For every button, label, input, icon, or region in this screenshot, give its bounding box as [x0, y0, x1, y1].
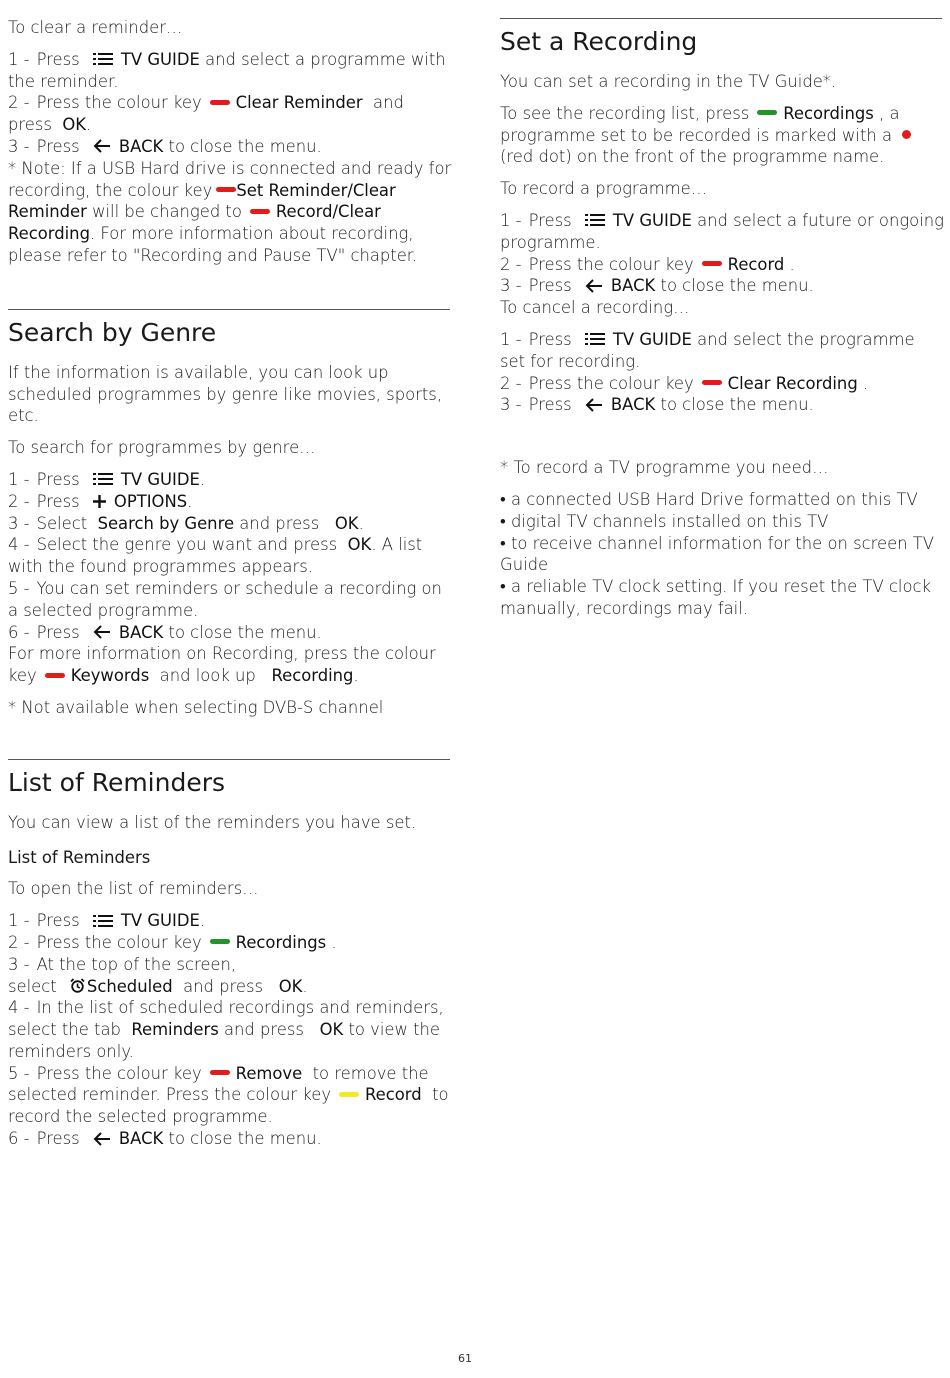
back-arrow-icon: [585, 398, 603, 412]
genre-intro: If the information is available, you can look up scheduled programmes by genre like movies, sports, etc.: [8, 362, 443, 426]
step: 5 - Press the colour key Remove to remove the selected reminder. Press the colour key Record to record the selected programme.: [8, 1063, 449, 1127]
cancel-lead: To cancel a recording…: [500, 298, 690, 318]
back-arrow-icon: [93, 139, 111, 153]
alarm-clock-icon: [70, 978, 85, 993]
red-key-icon: [45, 673, 65, 678]
reminders-subhead: List of Reminders: [8, 847, 151, 867]
step: 1 - Press TV GUIDE and select a future or ongoing programme.: [500, 210, 944, 252]
tv-guide-icon: [585, 332, 605, 346]
section-title: List of Reminders: [8, 767, 226, 797]
red-key-icon: [210, 100, 230, 105]
options-plus-icon: [93, 495, 106, 508]
step: 2 - Press the colour key Recordings .: [8, 932, 337, 952]
step: 4 - In the list of scheduled recordings and reminders, select the tab Reminders and press OK to view the reminders only.: [8, 998, 444, 1061]
recording-list-info: To see the recording list, press Recordings , a programme set to be recorded is marked with a(red dot) on the front of the programme name.: [500, 103, 944, 168]
search-by-genre-section: [8, 318, 452, 719]
page-number: 61: [458, 1352, 472, 1365]
right-column: [500, 0, 944, 620]
list-of-reminders-section: [8, 768, 452, 1150]
red-key-icon: [210, 1070, 230, 1075]
back-arrow-icon: [585, 279, 603, 293]
step: 1 - Press TV GUIDE and select the programme set for recording.: [500, 329, 915, 371]
step: 3 - Press BACK to close the menu.: [500, 276, 814, 296]
section-divider: [8, 309, 450, 310]
section-title: Search by Genre: [8, 317, 217, 347]
step: 4 - Select the genre you want and press OK. A list with the found programmes appears.: [8, 535, 423, 577]
section-divider: [500, 18, 942, 19]
tv-guide-icon: [93, 914, 113, 928]
genre-footnote: * Not available when selecting DVB-S channel: [8, 697, 384, 717]
left-column: [8, 0, 452, 1150]
back-arrow-icon: [93, 1132, 111, 1146]
clear-reminder-lead: To clear a reminder…: [8, 18, 183, 37]
step: 2 - Press the colour key Record .: [500, 254, 795, 274]
step: 1 - Press TV GUIDE and select a programme with the reminder.: [8, 49, 446, 91]
step: 6 - Press BACK to close the menu.: [8, 622, 322, 642]
red-key-icon: [702, 380, 722, 385]
green-key-icon: [757, 110, 777, 115]
red-key-icon: [702, 261, 722, 266]
section-title: Set a Recording: [500, 27, 698, 56]
yellow-key-icon: [339, 1092, 359, 1097]
record-lead: To record a programme…: [500, 179, 708, 199]
genre-lead: To search for programmes by genre…: [8, 438, 316, 458]
tv-guide-icon: [93, 52, 113, 66]
step: 1 - Press TV GUIDE.: [8, 469, 206, 489]
recording-intro: You can set a recording in the TV Guide*.: [500, 72, 837, 91]
step: 3 - Select Search by Genre and press OK.: [8, 513, 364, 533]
step: 2 - Press the colour key Clear Reminder and press OK.: [8, 93, 404, 135]
requirement-item: • a reliable TV clock setting. If you reset the TV clock manually, recordings may fail.: [500, 577, 931, 618]
set-a-recording-section: [500, 27, 944, 620]
red-dot-icon: [902, 130, 911, 139]
step: 1 - Press TV GUIDE.: [8, 911, 206, 931]
requirement-item: • a connected USB Hard Drive formatted on this TV: [500, 489, 918, 509]
red-key-icon: [250, 209, 270, 214]
usb-note: * Note: If a USB Hard drive is connected and ready for recording, the colour key Set Reminder/Clear Reminder will be changed to Record/Clear Recording. For more information about recording, please refer to "Recording and Pause TV" chapter.: [8, 158, 452, 265]
requirements-lead: * To record a TV programme you need…: [500, 458, 829, 478]
requirement-item: • digital TV channels installed on this TV: [500, 511, 829, 531]
genre-more-info: For more information on Recording, press the colour key Keywords and look up Recording.: [8, 644, 436, 686]
clear-reminder-section: [8, 0, 452, 267]
step: 2 - Press the colour key Clear Recording .: [500, 373, 869, 393]
red-key-icon: [216, 187, 236, 192]
reminders-intro: You can view a list of the reminders you have set.: [8, 812, 417, 832]
step: 3 - Press BACK to close the menu.: [8, 136, 322, 156]
tv-guide-icon: [585, 213, 605, 227]
green-key-icon: [210, 939, 230, 944]
step: 3 - At the top of the screen, select Scheduled and press OK.: [8, 954, 308, 996]
reminders-lead: To open the list of reminders…: [8, 879, 259, 899]
tv-guide-icon: [93, 472, 113, 486]
section-divider: [8, 759, 450, 760]
back-arrow-icon: [93, 625, 111, 639]
requirement-item: • to receive channel information for the on screen TV Guide: [500, 533, 934, 575]
step: 6 - Press BACK to close the menu.: [8, 1129, 322, 1149]
step: 2 - Press OPTIONS.: [8, 491, 193, 511]
step: 5 - You can set reminders or schedule a recording on a selected programme.: [8, 578, 442, 620]
step: 3 - Press BACK to close the menu.: [500, 395, 814, 415]
